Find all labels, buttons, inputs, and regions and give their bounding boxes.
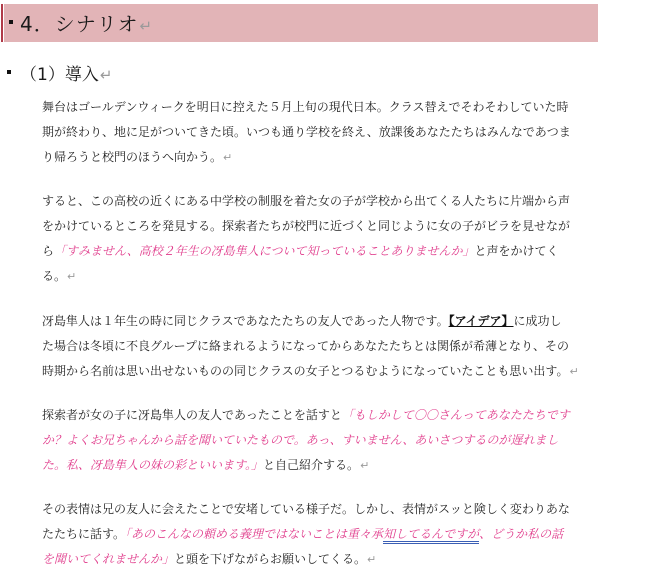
grammar-flag-underline[interactable]: 知してるんですが: [383, 527, 479, 544]
text-run: り帰ろうと校門のほうへ向かう。: [42, 150, 223, 164]
paragraph-mark: ↵: [223, 151, 233, 164]
paragraph-2[interactable]: [42, 189, 602, 289]
paragraph-4[interactable]: [42, 403, 602, 478]
text-run: に成功し: [513, 314, 562, 328]
heading-1[interactable]: [20, 8, 153, 37]
text-line: [42, 145, 602, 170]
dialogue-quote: た。私、冴島隼人の妹の彩といいます。」: [42, 458, 264, 472]
text-line: [42, 403, 602, 428]
text-line: 舞台はゴールデンウィークを明日に控えた５月上旬の現代日本。クラス替えでそわそわしていた時: [42, 100, 569, 114]
dialogue-quote: 「あのこんなの頼める義理ではないことは重々承: [125, 527, 384, 541]
text-run: たたちに話す。: [42, 527, 126, 541]
heading-1-bullet: [9, 20, 13, 24]
text-line: その表情は兄の友人に会えたことで安堵している様子だ。しかし、表情がスッと険しく変わりあな: [42, 502, 570, 516]
text-run: と頭を下げながらお願いしてくる。: [174, 552, 367, 566]
text-run: る。: [42, 269, 67, 283]
text-line: [42, 239, 602, 264]
paragraph-1[interactable]: [42, 95, 602, 170]
text-line: [42, 359, 602, 384]
text-line: 期が終わり、地に足がついてきた頃。いつも通り学校を終え、放課後あなたたちはみんなであつま: [42, 125, 571, 139]
text-line: た場合は冬頃に不良グループに絡まれるようになってからあなたたちとは関係が希薄となり、その: [42, 339, 570, 353]
text-line: [42, 547, 602, 572]
text-run: 探索者が女の子に冴島隼人の友人であったことを話すと: [42, 408, 342, 422]
text-line: [42, 522, 602, 547]
text-line: [42, 264, 602, 289]
text-line: [42, 453, 602, 478]
heading-1-text: 4．シナリオ: [20, 12, 139, 36]
text-run: と自己紹介する。: [263, 458, 360, 472]
dialogue-quote: 、どうか私の話: [479, 527, 564, 541]
text-line: [42, 309, 602, 334]
skill-check-keyword: 【アイデア】: [448, 314, 514, 328]
heading-2[interactable]: [20, 60, 112, 85]
dialogue-quote: 「もしかして〇〇さんってあなたたちです: [341, 408, 570, 422]
text-run: ら: [42, 244, 55, 258]
paragraph-5[interactable]: [42, 497, 602, 572]
dialogue-quote: を聞いてくれませんか」: [42, 552, 175, 566]
heading-2-bullet: [7, 70, 11, 74]
text-line: をかけているところを発見する。探索者たちが校門に近づくと同じように女の子がビラを見せなが: [42, 219, 571, 233]
text-line: すると、この高校の近くにある中学校の制服を着た女の子が学校から出てくる人たちに片端から声: [42, 194, 571, 208]
paragraph-3[interactable]: [42, 309, 602, 384]
text-run: と声をかけてく: [474, 244, 559, 258]
dialogue-quote: 「すみません、高校２年生の冴島隼人について知っていることありませんか」: [54, 244, 475, 258]
paragraph-mark: ↵: [99, 66, 113, 84]
dialogue-quote: か？よくお兄ちゃんから話を聞いていたもので。あっ、すいません、あいさつするのが遅れまし: [42, 433, 559, 447]
paragraph-mark: ↵: [367, 553, 377, 566]
heading-left-border: [1, 4, 3, 42]
heading-2-text: （1）導入: [20, 65, 99, 85]
paragraph-mark: ↵: [569, 365, 579, 378]
paragraph-mark: ↵: [139, 17, 154, 35]
paragraph-mark: ↵: [67, 270, 77, 283]
paragraph-mark: ↵: [360, 459, 370, 472]
text-run: 時期から名前は思い出せないものの同じクラスの女子とつるむようになっていたことも思い出す。: [42, 364, 569, 378]
text-run: 冴島隼人は１年生の時に同じクラスであなたたちの友人であった人物です。: [42, 314, 449, 328]
